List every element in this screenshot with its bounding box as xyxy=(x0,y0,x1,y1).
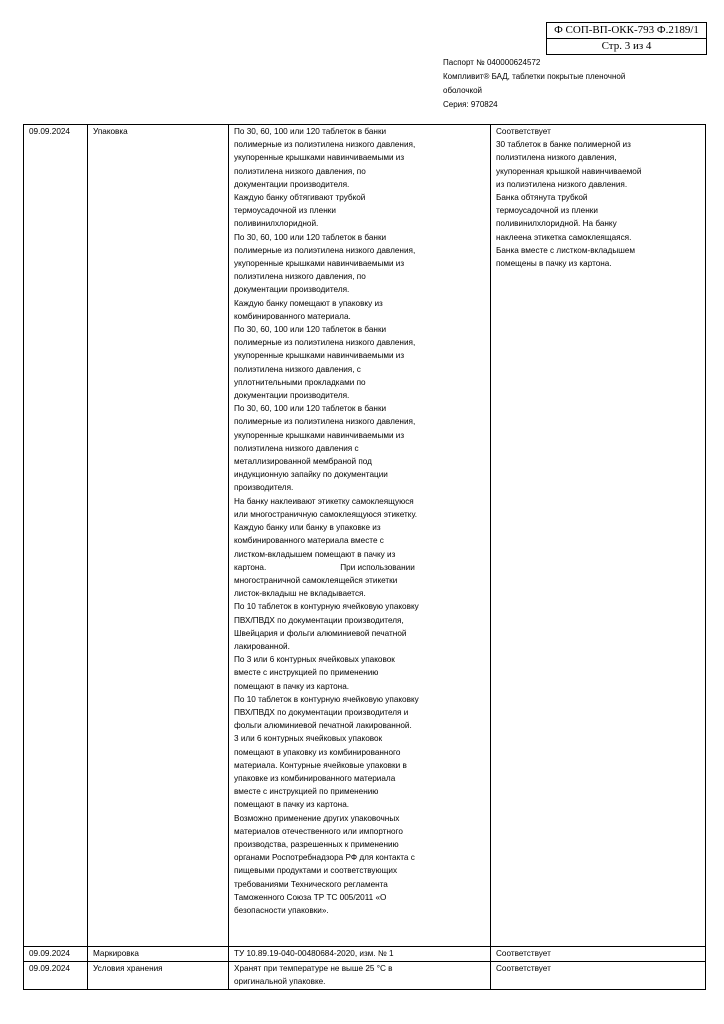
requirement-line: пищевыми продуктами и соответствующих xyxy=(234,866,398,876)
result-cell xyxy=(491,962,706,990)
test-results-table xyxy=(23,124,706,990)
requirement-line: безопасности упаковки». xyxy=(234,905,329,915)
requirement-line: помещают в пачку из картона. xyxy=(234,800,350,810)
requirement-line: Каждую банку помещают в упаковку из xyxy=(234,298,383,308)
result-line: термоусадочной из пленки xyxy=(496,206,598,216)
requirement-line: материалов отечественного или импортного xyxy=(234,826,403,836)
requirement-line: полимерные из полиэтилена низкого давления, xyxy=(234,417,416,427)
requirement-line: По 10 таблеток в контурную ячейковую упаковку xyxy=(234,694,419,704)
parameter-cell: Упаковка xyxy=(88,125,229,947)
form-code: Ф СОП-ВП-ОКК-793 Ф.2189/1 xyxy=(554,24,699,36)
requirement-line: Швейцария и фольги алюминиевой печатной xyxy=(234,628,407,638)
requirement-line: термоусадочной из пленки xyxy=(234,206,336,216)
requirement-line: листок-вкладыш не вкладывается. xyxy=(234,589,366,599)
requirement-line: укупоренные крышками навинчиваемыми из xyxy=(234,351,405,361)
requirement-line: полиэтилена низкого давления, по xyxy=(234,166,366,176)
requirement-line: помещают в пачку из картона. xyxy=(234,681,350,691)
requirement-line: ПВХ/ПВДХ по документации производителя, xyxy=(234,615,404,625)
requirement-line: уплотнительными прокладками по xyxy=(234,377,366,387)
requirement-line: вместе с инструкцией по применению xyxy=(234,668,379,678)
table-row xyxy=(24,125,706,947)
result-line: укупоренная крышкой навинчиваемой xyxy=(496,166,642,176)
requirement-cell xyxy=(229,125,491,947)
requirement-line: Возможно применение других упаковочных xyxy=(234,813,400,823)
requirement-line: полиэтилена низкого давления, с xyxy=(234,364,361,374)
result-line: Соответствует xyxy=(496,949,551,958)
requirement-line: По 30, 60, 100 или 120 таблеток в банки xyxy=(234,404,387,414)
requirement-cell xyxy=(229,962,491,990)
requirement-line: полиэтилена низкого давления, по xyxy=(234,272,366,282)
series-number: Серия: 970824 xyxy=(443,100,498,109)
page-number: Стр. 3 из 4 xyxy=(547,38,706,54)
requirement-line: Хранят при температуре не выше 25 °С в xyxy=(234,964,393,973)
requirement-line: Каждую банку или банку в упаковке из xyxy=(234,523,381,533)
requirement-line: Каждую банку обтягивают трубкой xyxy=(234,193,366,203)
requirement-line: материала. Контурные ячейковые упаковки в xyxy=(234,760,407,770)
requirement-line: документации производителя. xyxy=(234,391,350,401)
requirement-line: или многостраничную самоклеящуюся этикетку. xyxy=(234,509,417,519)
requirement-line: картона. При использовании xyxy=(234,562,415,572)
result-line: полиэтилена низкого давления, xyxy=(496,153,617,163)
date-cell: 09.09.2024 xyxy=(24,947,88,962)
requirement-line: документации производителя. xyxy=(234,179,350,189)
requirement-line: укупоренные крышками навинчиваемыми из xyxy=(234,430,405,440)
requirement-line: укупоренные крышками навинчиваемыми из xyxy=(234,259,405,269)
requirement-line: листком-вкладышем помещают в пачку из xyxy=(234,549,396,559)
result-line: Соответствует xyxy=(496,127,551,136)
table-row xyxy=(24,962,706,990)
requirement-line: металлизированной мембраной под xyxy=(234,457,372,467)
requirement-line: По 3 или 6 контурных ячейковых упаковок xyxy=(234,655,395,665)
result-line: помещены в пачку из картона. xyxy=(496,259,612,269)
requirement-line: ТУ 10.89.19-040-00480684-2020, изм. № 1 xyxy=(234,949,394,958)
result-line: Банка вместе с листком-вкладышем xyxy=(496,245,635,255)
requirement-line: помещают в упаковку из комбинированного xyxy=(234,747,401,757)
requirement-inline-tail: При использовании xyxy=(340,562,415,572)
requirement-line: 3 или 6 контурных ячейковых упаковок xyxy=(234,734,383,744)
result-line: из полиэтилена низкого давления. xyxy=(496,179,628,189)
requirement-line: индукционную запайку по документации xyxy=(234,470,388,480)
requirement-line: комбинированного материала вместе с xyxy=(234,536,384,546)
requirement-line: полимерные из полиэтилена низкого давления, xyxy=(234,338,416,348)
product-name-line-2: оболочкой xyxy=(443,86,483,95)
requirement-line: требованиями Технического регламента xyxy=(234,879,388,889)
requirement-line: лакированной. xyxy=(234,641,290,651)
result-line: Соответствует xyxy=(496,964,551,973)
requirement-line: документации производителя. xyxy=(234,285,350,295)
requirement-line: полиэтилена низкого давления с xyxy=(234,443,359,453)
requirement-line: поливинилхлоридной. xyxy=(234,219,319,229)
requirement-line: По 30, 60, 100 или 120 таблеток в банки xyxy=(234,232,387,242)
product-name-line-1: Компливит® БАД, таблетки покрытые пленочной xyxy=(443,72,626,81)
requirement-line: производителя. xyxy=(234,483,294,493)
requirement-line: оригинальной упаковке. xyxy=(234,977,326,987)
table-row xyxy=(24,947,706,962)
requirement-line: Таможенного Союза ТР ТС 005/2011 «О xyxy=(234,892,387,902)
requirement-line: На банку наклеивают этикетку самоклеящуюся xyxy=(234,496,414,506)
passport-number: Паспорт № 040000624572 xyxy=(443,58,541,67)
requirement-cell xyxy=(229,947,491,962)
requirement-line: вместе с инструкцией по применению xyxy=(234,787,379,797)
date-cell: 09.09.2024 xyxy=(24,962,88,990)
result-cell xyxy=(491,947,706,962)
requirement-line: ПВХ/ПВДХ по документации производителя и xyxy=(234,707,409,717)
requirement-line: По 30, 60, 100 или 120 таблеток в банки xyxy=(234,325,387,335)
date-cell: 09.09.2024 xyxy=(24,125,88,947)
requirement-line: укупоренные крышками навинчиваемыми из xyxy=(234,153,405,163)
result-line: поливинилхлоридной. На банку xyxy=(496,219,617,229)
result-line: наклеена этикетка самоклеящаяся. xyxy=(496,232,632,242)
requirement-line: органами Роспотребнадзора РФ для контакта с xyxy=(234,853,415,863)
requirement-line: фольги алюминиевой печатной лакированной. xyxy=(234,721,412,731)
requirement-line: По 10 таблеток в контурную ячейковую упаковку xyxy=(234,602,419,612)
requirement-line: комбинированного материала. xyxy=(234,311,351,321)
requirement-line: По 30, 60, 100 или 120 таблеток в банки xyxy=(234,127,387,136)
requirement-line: упаковке из комбинированного материала xyxy=(234,773,396,783)
passport-header xyxy=(443,56,683,112)
result-line: Банка обтянута трубкой xyxy=(496,193,588,203)
requirement-line: полимерные из полиэтилена низкого давления, xyxy=(234,245,416,255)
form-code-box xyxy=(546,22,707,55)
result-line: 30 таблеток в банке полимерной из xyxy=(496,140,631,150)
requirement-line: многостраничной самоклеящейся этикетки xyxy=(234,575,398,585)
requirement-line: полимерные из полиэтилена низкого давления, xyxy=(234,140,416,150)
result-cell xyxy=(491,125,706,947)
parameter-cell: Условия хранения xyxy=(88,962,229,990)
parameter-cell: Маркировка xyxy=(88,947,229,962)
requirement-line: производства, разрешенных к применению xyxy=(234,839,399,849)
